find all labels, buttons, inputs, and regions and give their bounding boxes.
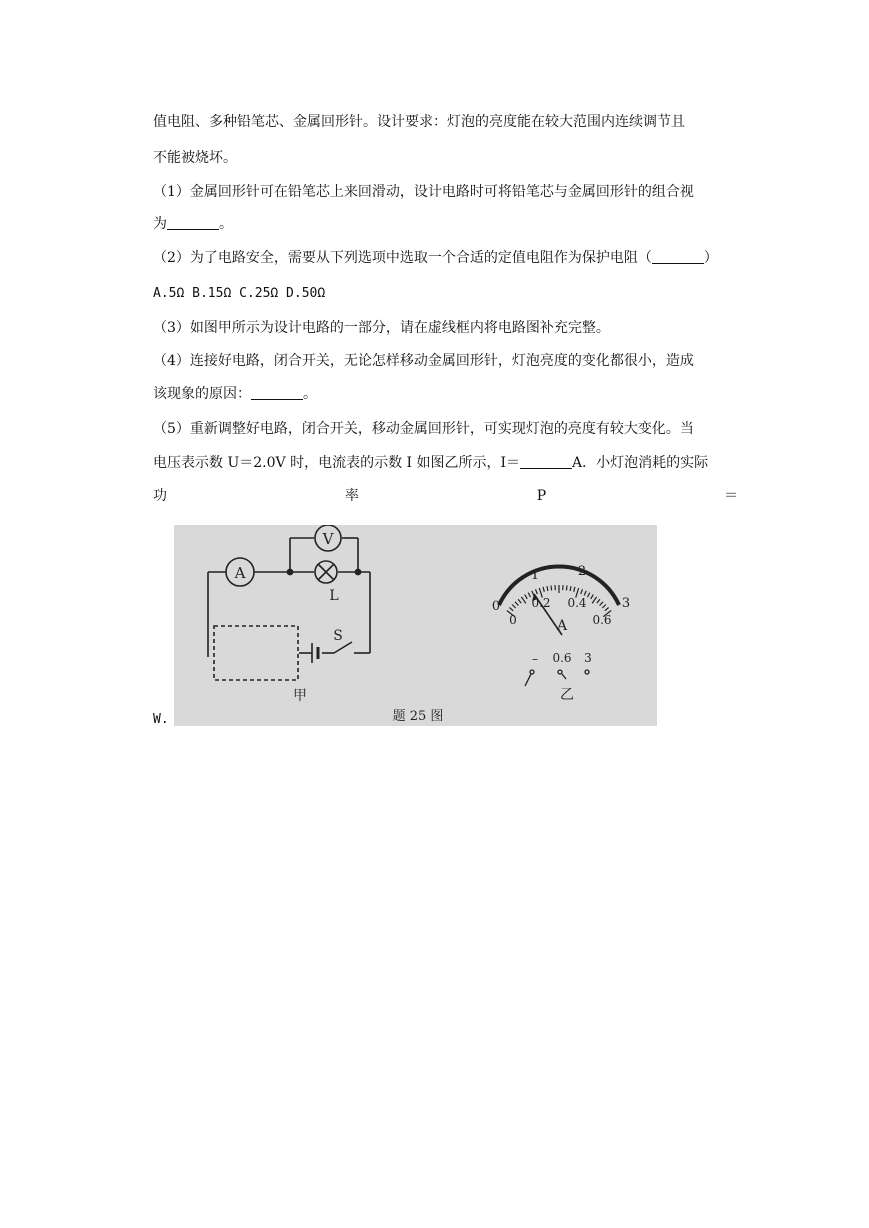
q5-word-1: 功 bbox=[153, 488, 167, 504]
q4-answer-blank[interactable] bbox=[251, 385, 303, 400]
meter-terminals bbox=[525, 670, 589, 686]
terminal-label-0-6: 0.6 bbox=[552, 651, 572, 665]
dial-tick bbox=[543, 587, 544, 592]
q4-prefix: 该现象的原因： bbox=[153, 386, 251, 402]
dial-tick bbox=[536, 589, 538, 594]
inner-tick-3: 0.6 bbox=[592, 613, 612, 627]
dial-tick bbox=[547, 586, 548, 591]
outer-tick-1: 1 bbox=[530, 568, 540, 583]
q3-text: （3）如图甲所示为设计电路的一部分，请在虚线框内将电路图补充完整。 bbox=[153, 320, 610, 336]
intro-line-2: 不能被烧坏。 bbox=[153, 150, 237, 166]
q2-suffix: ） bbox=[703, 250, 718, 266]
dial-tick bbox=[588, 593, 590, 598]
terminal-0-6 bbox=[558, 670, 562, 674]
q2-line-1 bbox=[153, 248, 738, 268]
outer-tick-3: 3 bbox=[621, 596, 631, 611]
outer-tick-0: 0 bbox=[491, 599, 501, 614]
q2-options: A.5Ω B.15Ω C.25Ω D.50Ω bbox=[153, 286, 326, 301]
q5-part-a: 电压表示数 U＝2.0V 时，电流表的示数 I 如图乙所示，I＝ bbox=[153, 455, 521, 471]
terminal-label-neg: – bbox=[532, 652, 538, 666]
dial-tick bbox=[574, 587, 575, 592]
dial-tick bbox=[512, 605, 516, 609]
dial-tick bbox=[528, 593, 530, 598]
q4-line-2 bbox=[153, 384, 738, 404]
dial-tick bbox=[532, 591, 534, 596]
q5-word-4: ＝ bbox=[724, 488, 738, 504]
q5-part-b: A．小灯泡消耗的实际 bbox=[572, 455, 709, 471]
terminal-0-6-wire bbox=[562, 674, 566, 679]
dial-tick bbox=[591, 595, 594, 599]
node-left bbox=[287, 569, 292, 574]
q1-answer-blank[interactable] bbox=[167, 215, 219, 230]
switch-label: S bbox=[333, 628, 343, 644]
terminal-3 bbox=[585, 670, 589, 674]
outer-tick-2: 2 bbox=[577, 564, 587, 579]
dial-tick bbox=[515, 602, 518, 606]
q1-line-1: （1）金属回形针可在铅笔芯上来回滑动，设计电路时可将铅笔芯与金属回形针的组合视 bbox=[153, 184, 694, 200]
dial-tick bbox=[600, 602, 603, 606]
meter-unit: A bbox=[556, 618, 568, 634]
figure-25 bbox=[174, 525, 657, 726]
q1-line-2 bbox=[153, 214, 738, 234]
ammeter-symbol: A bbox=[234, 564, 246, 582]
terminal-neg bbox=[530, 670, 534, 674]
q2-answer-blank[interactable] bbox=[652, 249, 704, 264]
dial-tick bbox=[597, 599, 600, 603]
dashed-box bbox=[214, 626, 298, 680]
terminal-label-3: 3 bbox=[584, 651, 592, 665]
dial-tick bbox=[525, 595, 528, 599]
figure-svg bbox=[174, 525, 657, 726]
dial-tick bbox=[602, 605, 606, 609]
dial-tick bbox=[518, 599, 521, 603]
q4-line-1: （4）连接好电路，闭合开关，无论怎样移动金属回形针，灯泡亮度的变化都很小，造成 bbox=[153, 353, 694, 369]
dial-tick bbox=[584, 591, 586, 596]
dial-tick bbox=[551, 586, 552, 591]
q5-word-3: P bbox=[536, 488, 547, 504]
q5-word-2: 率 bbox=[344, 488, 359, 504]
dial-tick bbox=[592, 597, 597, 604]
voltmeter-symbol: V bbox=[322, 530, 334, 548]
q1-prefix: 为 bbox=[153, 216, 167, 232]
dial-tick bbox=[521, 597, 526, 604]
figure-caption: 题 25 图 bbox=[392, 709, 444, 724]
dial-tick bbox=[566, 586, 567, 591]
q5-line-3 bbox=[153, 486, 738, 506]
q5-end: W. bbox=[153, 712, 169, 727]
q5-current-blank[interactable] bbox=[520, 454, 572, 469]
dial-tick bbox=[581, 589, 583, 594]
q5-line-1: （5）重新调整好电路，闭合开关，移动金属回形针，可实现灯泡的亮度有较大变化。当 bbox=[153, 421, 694, 437]
dial-ticks bbox=[507, 585, 611, 617]
lamp-label: L bbox=[329, 588, 339, 604]
inner-tick-2: 0.4 bbox=[567, 596, 587, 610]
terminal-neg-wire bbox=[525, 674, 531, 686]
inner-tick-1: 0.2 bbox=[531, 596, 551, 610]
q4-suffix: 。 bbox=[303, 386, 317, 402]
inner-tick-0: 0 bbox=[509, 613, 517, 627]
left-caption: 甲 bbox=[293, 688, 307, 704]
dial-tick bbox=[509, 608, 513, 611]
q1-suffix: 。 bbox=[219, 216, 233, 232]
right-caption: 乙 bbox=[560, 687, 574, 703]
dial-tick bbox=[605, 608, 609, 611]
q5-line-2 bbox=[153, 453, 738, 473]
node-right bbox=[355, 569, 360, 574]
circuit-diagram bbox=[208, 525, 370, 680]
intro-line-1: 值电阻、多种铅笔芯、金属回形针。设计要求：灯泡的亮度能在较大范围内连续调节且 bbox=[153, 114, 685, 130]
dial-tick bbox=[570, 586, 571, 591]
q2-prefix: （2）为了电路安全，需要从下列选项中选取一个合适的定值电阻作为保护电阻（ bbox=[153, 250, 652, 266]
